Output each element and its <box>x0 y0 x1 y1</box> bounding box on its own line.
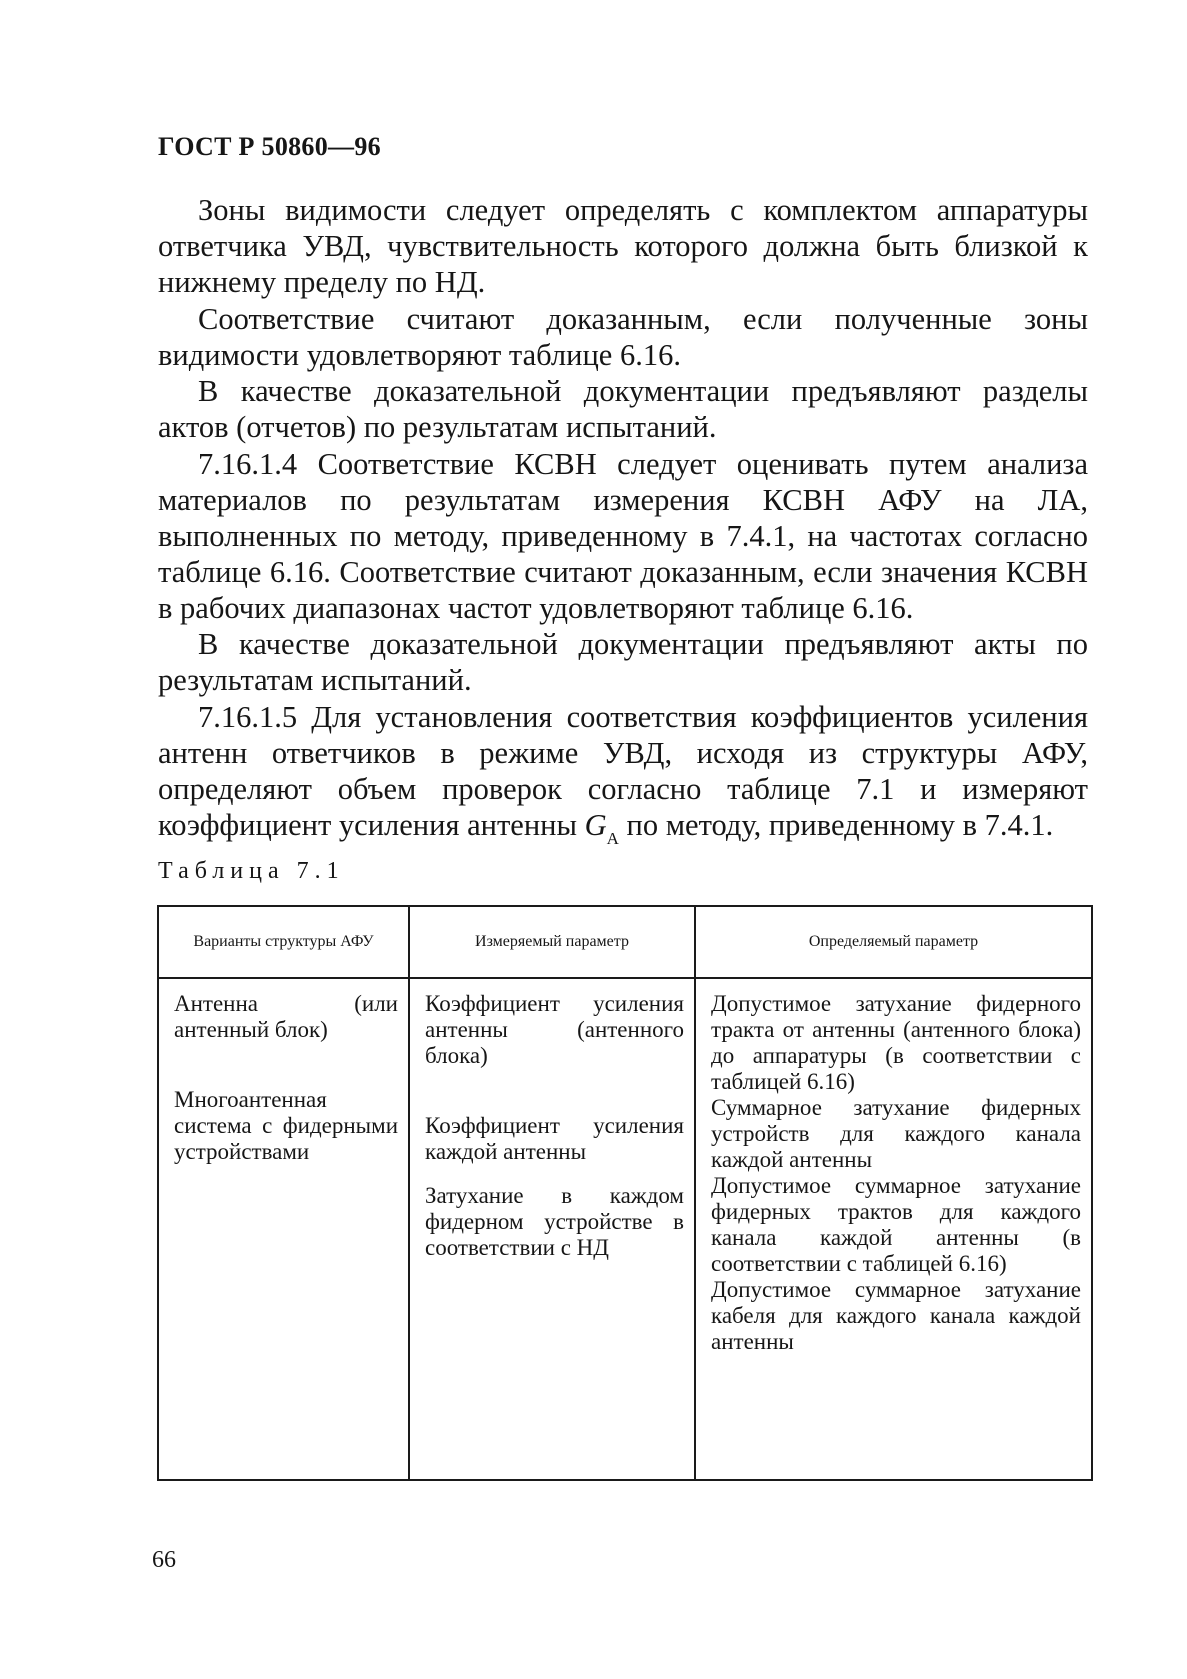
page-number: 66 <box>152 1547 176 1573</box>
paragraph-text-end: по методу, приведенному в 7.4.1. <box>618 807 1054 842</box>
cell-entry: Коэффициент усиления антенны (антенного блока) <box>425 991 684 1068</box>
table-header-row <box>158 906 1092 978</box>
paragraph: Соответствие считают доказанным, если полученные зоны видимости удовлетворяют таблице 6.16. <box>158 301 1088 372</box>
cell-entry: Допустимое затухание фидерного тракта от антенны (антенного блока) до аппаратуры (в соответствии с таблицей 6.16) <box>711 991 1081 1094</box>
table-row <box>158 978 1092 1480</box>
column-header: Определяемый параметр <box>695 906 1092 978</box>
table-caption: Таблица 7.1 <box>158 858 345 884</box>
cell-entry: Коэффициент усиления каждой антенны <box>425 1113 684 1164</box>
cell-entry: Допустимое суммарное затухание кабеля для каждого канала каждой антенны <box>711 1277 1081 1354</box>
paragraph: 7.16.1.4 Соответствие КСВН следует оценивать путем анализа материалов по результатам измерения КСВН АФУ на ЛА, выполненных по методу, приведенному в 7.4.1, на частотах согласно таблице 6.16. Соответствие считают доказанным, если значения КСВН в рабочих диапазонах частот удовлетворяют таблице 6.16. <box>158 446 1088 625</box>
table-cell-determined <box>695 978 1092 1480</box>
gain-subscript: А <box>606 828 619 848</box>
column-header: Измеряемый параметр <box>409 906 695 978</box>
gain-symbol: G <box>584 807 607 842</box>
column-header: Варианты структуры АФУ <box>158 906 409 978</box>
document-header: ГОСТ Р 50860—96 <box>158 132 381 161</box>
cell-entry: Антенна (или антенный блок) <box>174 991 398 1042</box>
table-7-1 <box>157 905 1093 1481</box>
table-cell-structure <box>158 978 409 1480</box>
paragraph-7-16-1-5 <box>158 699 1088 857</box>
paragraph: Зоны видимости следует определять с комплектом аппаратуры ответчика УВД, чувствительность которого должна быть близкой к нижнему пределу по НД. <box>158 193 1088 299</box>
paragraph-text: 7.16.1.5 Для установления соответствия коэффициентов усиления антенн ответчиков в режиме УВД, исходя из структуры АФУ, определяют объем проверок согласно таблице 7.1 и измеряют коэффициент усиления антенны <box>158 699 1088 842</box>
cell-entry: Допустимое суммарное затухание фидерных трактов для каждого канала каждой антенны (в соответствии с таблицей 6.16) <box>711 1173 1081 1276</box>
cell-entry: Многоантенная система с фидерными устройствами <box>174 1087 398 1164</box>
paragraph: В качестве доказательной документации предъявляют разделы актов (отчетов) по результатам испытаний. <box>158 374 1088 444</box>
table-cell-measured <box>409 978 695 1480</box>
cell-entry: Затухание в каждом фидерном устройстве в соответствии с НД <box>425 1183 684 1260</box>
cell-entry: Суммарное затухание фидерных устройств для каждого канала каждой антенны <box>711 1095 1081 1172</box>
body-text <box>158 192 1088 857</box>
paragraph: В качестве доказательной документации предъявляют акты по результатам испытаний. <box>158 627 1088 697</box>
